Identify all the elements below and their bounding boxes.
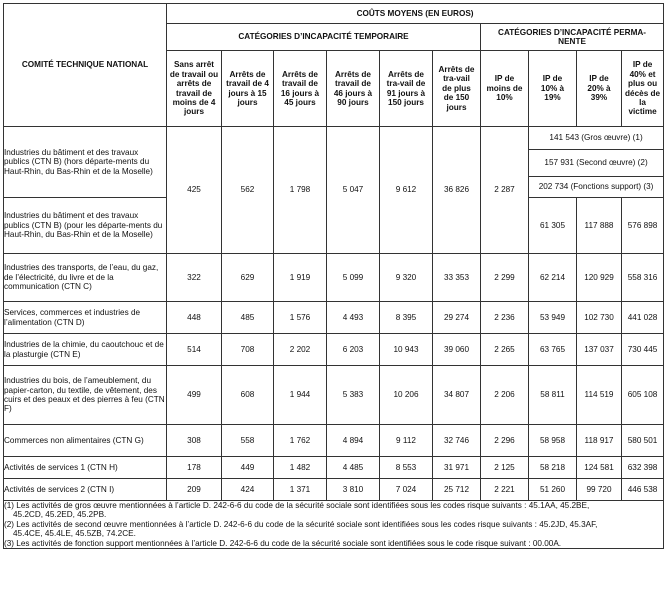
- cell-value: 29 274: [433, 302, 481, 334]
- cell-value: 4 894: [327, 425, 380, 457]
- table-row: [4, 254, 664, 302]
- cell-value: 1 919: [274, 254, 327, 302]
- cell-value: 708: [222, 334, 274, 366]
- cell-value: 441 028: [622, 302, 664, 334]
- cell-value: 2 125: [481, 457, 529, 479]
- col-header: IP de moins de 10%: [481, 51, 529, 127]
- cell-value: 2 236: [481, 302, 529, 334]
- cell-value: 2 299: [481, 254, 529, 302]
- cell-value: 39 060: [433, 334, 481, 366]
- col-header: IP de 10% à 19%: [529, 51, 577, 127]
- ip40-gros-oeuvre: 141 543 (Gros œuvre) (1): [529, 127, 664, 150]
- cell-value: 10 206: [380, 366, 433, 425]
- footnote: [4, 539, 663, 548]
- cell-value: 8 553: [380, 457, 433, 479]
- cell-value: 1 482: [274, 457, 327, 479]
- table-row: [4, 457, 664, 479]
- cell-value: 63 765: [529, 334, 577, 366]
- cell-value: 5 047: [327, 127, 380, 254]
- cell-value: 446 538: [622, 479, 664, 501]
- cell-value: 32 746: [433, 425, 481, 457]
- footnote-text: 45.2CD, 45.2ED, 45.2PB.: [13, 510, 107, 520]
- cell-value: 9 320: [380, 254, 433, 302]
- cell-value: 448: [167, 302, 222, 334]
- cell-value: 558: [222, 425, 274, 457]
- row-label: Industries du bois, de l’ameublement, du papier-carton, du textile, de vêtement, des cuirs et des peaux et des pierres à feu (CTN F): [4, 366, 167, 425]
- cell-value: 608: [222, 366, 274, 425]
- cell-value: 58 811: [529, 366, 577, 425]
- cell-value: 99 720: [577, 479, 622, 501]
- cell-value: 58 958: [529, 425, 577, 457]
- temp-header: CATÉGORIES D’INCAPACITÉ TEMPORAIRE: [167, 24, 481, 51]
- cell-value: 209: [167, 479, 222, 501]
- footnote: [4, 520, 663, 539]
- cell-value: 9 112: [380, 425, 433, 457]
- cell-value: 10 943: [380, 334, 433, 366]
- cell-value: 124 581: [577, 457, 622, 479]
- ip40-second-oeuvre: 157 931 (Second œuvre) (2): [529, 150, 664, 177]
- cell-value: 34 807: [433, 366, 481, 425]
- cell-value: 5 383: [327, 366, 380, 425]
- footnote-text: (1) Les activités de gros œuvre mentionnées à l’article D. 242-6-6 du code de la sécurité sociale sont identifiées sous les codes risque suivants : 45.1AA, 45.2BE,: [4, 501, 590, 510]
- cell-value: 2 202: [274, 334, 327, 366]
- cell-value: 8 395: [380, 302, 433, 334]
- footnote-text: 45.4CE, 45.4LE, 45.5ZB, 74.2CE.: [13, 529, 136, 539]
- cell-value: 4 493: [327, 302, 380, 334]
- cell-value: 25 712: [433, 479, 481, 501]
- cell-value: 576 898: [622, 198, 664, 254]
- cell-value: 605 108: [622, 366, 664, 425]
- row-label: Industries de la chimie, du caoutchouc et de la plasturgie (CTN E): [4, 334, 167, 366]
- row-label: Industries du bâtiment et des travaux publics (CTN B) (hors départe-ments du Haut-Rhin, du Bas-Rhin et de la Moselle): [4, 127, 167, 198]
- cell-value: 6 203: [327, 334, 380, 366]
- cell-value: 322: [167, 254, 222, 302]
- costs-header: COÛTS MOYENS (EN EUROS): [167, 4, 664, 24]
- cell-value: 3 810: [327, 479, 380, 501]
- cell-value: 730 445: [622, 334, 664, 366]
- cell-value: 1 576: [274, 302, 327, 334]
- notes-row: [4, 501, 664, 549]
- row-label: Activités de services 1 (CTN H): [4, 457, 167, 479]
- cell-value: 120 929: [577, 254, 622, 302]
- cell-value: 118 917: [577, 425, 622, 457]
- cell-value: 2 265: [481, 334, 529, 366]
- cell-value: 7 024: [380, 479, 433, 501]
- footnote-text: (2) Les activités de second œuvre mentionnées à l’article D. 242-6-6 du code de la sécurité sociale sont identifiées sous les codes risque suivants : 45.2JD, 45.3AF,: [4, 519, 598, 529]
- cell-value: 499: [167, 366, 222, 425]
- cell-value: 58 218: [529, 457, 577, 479]
- ip40-fonctions-support: 202 734 (Fonctions support) (3): [529, 177, 664, 198]
- cell-value: 2 221: [481, 479, 529, 501]
- cell-value: 53 949: [529, 302, 577, 334]
- cell-value: 51 260: [529, 479, 577, 501]
- row-label: Activités de services 2 (CTN I): [4, 479, 167, 501]
- cell-value: 562: [222, 127, 274, 254]
- cell-value: 1 371: [274, 479, 327, 501]
- table-row: [4, 302, 664, 334]
- cell-value: 580 501: [622, 425, 664, 457]
- cell-value: 485: [222, 302, 274, 334]
- cell-value: 449: [222, 457, 274, 479]
- col-header: Arrêts de travail de 4 jours à 15 jours: [222, 51, 274, 127]
- cell-value: 514: [167, 334, 222, 366]
- cell-value: 1 798: [274, 127, 327, 254]
- row-label: Services, commerces et industries de l’alimentation (CTN D): [4, 302, 167, 334]
- cell-value: 1 944: [274, 366, 327, 425]
- cell-value: 102 730: [577, 302, 622, 334]
- cell-value: 632 398: [622, 457, 664, 479]
- col-header: IP de 40% et plus ou décès de la victime: [622, 51, 664, 127]
- cell-value: 424: [222, 479, 274, 501]
- footnote: [4, 501, 663, 520]
- cell-value: 178: [167, 457, 222, 479]
- perm-header: CATÉGORIES D’INCAPACITÉ PERMA-NENTE: [481, 24, 664, 51]
- col-header: Arrêts de travail de 16 jours à 45 jours: [274, 51, 327, 127]
- table-row: [4, 366, 664, 425]
- cost-table: [3, 3, 664, 549]
- col-header: Arrêts de tra-vail de 91 jours à 150 jours: [380, 51, 433, 127]
- row-label: Industries du bâtiment et des travaux publics (CTN B) (pour les départe-ments du Haut-Rhin, du Bas-Rhin et de la Moselle): [4, 198, 167, 254]
- cell-value: 9 612: [380, 127, 433, 254]
- row-label: Commerces non alimentaires (CTN G): [4, 425, 167, 457]
- cell-value: 308: [167, 425, 222, 457]
- col-header: Arrêts de tra-vail de plus de 150 jours: [433, 51, 481, 127]
- cell-value: 2 206: [481, 366, 529, 425]
- comite-header: COMITÉ TECHNIQUE NATIONAL: [4, 4, 167, 127]
- col-header: Arrêts de travail de 46 jours à 90 jours: [327, 51, 380, 127]
- footnote-text: (3) Les activités de fonction support mentionnées à l’article D. 242-6-6 du code de la sécurité sociale sont identifiées sous le code risque suivant : 00.00A.: [4, 538, 562, 548]
- col-header: IP de 20% à 39%: [577, 51, 622, 127]
- cell-value: 114 519: [577, 366, 622, 425]
- cell-value: 629: [222, 254, 274, 302]
- table-row: [4, 334, 664, 366]
- cell-value: 1 762: [274, 425, 327, 457]
- cell-value: 31 971: [433, 457, 481, 479]
- cell-value: 61 305: [529, 198, 577, 254]
- cell-value: 33 353: [433, 254, 481, 302]
- cell-value: 558 316: [622, 254, 664, 302]
- cell-value: 2 296: [481, 425, 529, 457]
- cell-value: 62 214: [529, 254, 577, 302]
- cell-value: 2 287: [481, 127, 529, 254]
- cell-value: 4 485: [327, 457, 380, 479]
- row-label: Industries des transports, de l’eau, du gaz, de l’électricité, du livre et de la communication (CTN C): [4, 254, 167, 302]
- table-row: [4, 479, 664, 501]
- col-header: Sans arrêt de travail ou arrêts de travail de moins de 4 jours: [167, 51, 222, 127]
- cell-value: 137 037: [577, 334, 622, 366]
- cell-value: 5 099: [327, 254, 380, 302]
- cell-value: 117 888: [577, 198, 622, 254]
- table-row: [4, 425, 664, 457]
- cell-value: 36 826: [433, 127, 481, 254]
- notes: [4, 501, 664, 549]
- cell-value: 425: [167, 127, 222, 254]
